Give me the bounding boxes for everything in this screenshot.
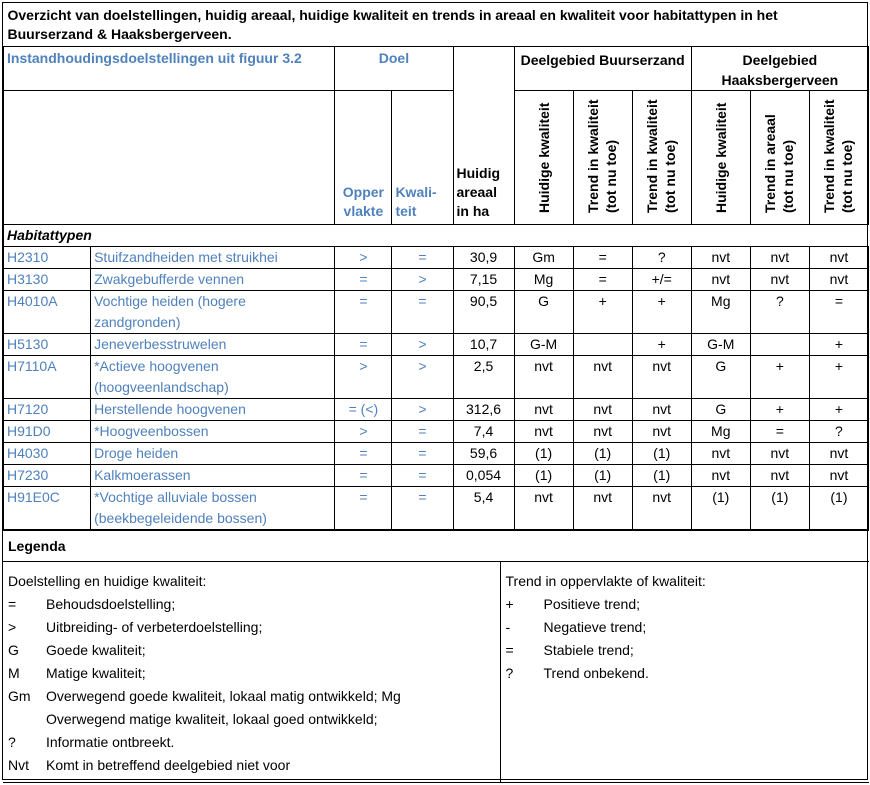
haaksbergerveen-trend-areaal: nvt bbox=[750, 247, 809, 269]
huidig-areaal: 312,6 bbox=[453, 399, 514, 421]
buurserzand-trend-kwaliteit: nvt bbox=[573, 399, 632, 421]
haaksbergerveen-huidige-kwaliteit: nvt bbox=[691, 465, 750, 487]
haaksbergerveen-trend-areaal: nvt bbox=[750, 443, 809, 465]
haaksbergerveen-trend-kwaliteit: + bbox=[809, 334, 868, 356]
header-b-trend-kwaliteit-2 bbox=[633, 91, 692, 218]
habitat-name: Droge heiden bbox=[91, 443, 335, 465]
legend-key: ? bbox=[8, 734, 16, 750]
svg-text:Huidige kwaliteit: Huidige kwaliteit bbox=[712, 102, 729, 213]
header-h-huidige-kwaliteit bbox=[692, 91, 751, 218]
haaksbergerveen-trend-areaal: ? bbox=[750, 291, 809, 334]
haaksbergerveen-trend-areaal: nvt bbox=[750, 269, 809, 291]
legend-value: Overwegend matige kwaliteit, lokaal goed ontwikkeld; bbox=[46, 711, 378, 727]
buurserzand-trend-kwaliteit-2: ? bbox=[632, 247, 691, 269]
buurserzand-huidige-kwaliteit: Mg bbox=[514, 269, 573, 291]
buurserzand-trend-kwaliteit-2: nvt bbox=[632, 356, 691, 399]
table-row bbox=[4, 291, 869, 334]
legend-key bbox=[8, 708, 46, 731]
habitat-code: H4030 bbox=[4, 443, 91, 465]
haaksbergerveen-trend-kwaliteit: ? bbox=[809, 421, 868, 443]
haaksbergerveen-trend-areaal: + bbox=[750, 399, 809, 421]
table-row bbox=[4, 356, 869, 399]
legend-key: + bbox=[505, 596, 514, 612]
legend-key: Nvt bbox=[8, 757, 29, 773]
doel-kwaliteit: = bbox=[392, 487, 453, 530]
header-b-trend-kwaliteit bbox=[574, 91, 633, 218]
svg-text:Trend in areaal: Trend in areaal bbox=[761, 114, 778, 213]
legend-item bbox=[506, 662, 865, 685]
haaksbergerveen-trend-kwaliteit: (1) bbox=[809, 487, 868, 530]
legend-value: Positieve trend; bbox=[543, 596, 640, 612]
svg-text:(tot nu toe): (tot nu toe) bbox=[602, 139, 619, 213]
buurserzand-trend-kwaliteit: nvt bbox=[573, 421, 632, 443]
haaksbergerveen-trend-areaal: nvt bbox=[750, 465, 809, 487]
buurserzand-huidige-kwaliteit: G bbox=[514, 291, 573, 334]
table-row bbox=[4, 399, 869, 421]
buurserzand-trend-kwaliteit-2: (1) bbox=[632, 465, 691, 487]
doel-oppervlakte: = (<) bbox=[335, 399, 392, 421]
table-row bbox=[4, 269, 869, 291]
doel-oppervlakte: > bbox=[335, 247, 392, 269]
buurserzand-huidige-kwaliteit: nvt bbox=[514, 487, 573, 530]
doel-oppervlakte: = bbox=[335, 465, 392, 487]
buurserzand-trend-kwaliteit-2: nvt bbox=[632, 399, 691, 421]
habitat-name: Jeneverbesstruwelen bbox=[91, 334, 335, 356]
habitat-code: H7120 bbox=[4, 399, 91, 421]
legend-value: Goede kwaliteit; bbox=[46, 642, 146, 658]
doel-oppervlakte: = bbox=[335, 443, 392, 465]
haaksbergerveen-trend-areaal: = bbox=[750, 421, 809, 443]
header-huidig-areaal: Huidig areaal in ha bbox=[456, 165, 501, 219]
legend-item bbox=[506, 593, 865, 616]
legend-value: Uitbreiding- of verbeterdoelstelling; bbox=[46, 619, 263, 635]
legend-key: Gm bbox=[8, 688, 31, 704]
habitat-name: Zwakgebufferde vennen bbox=[91, 269, 335, 291]
legend-item bbox=[8, 616, 495, 639]
doel-kwaliteit: = bbox=[392, 421, 453, 443]
doel-kwaliteit: = bbox=[392, 247, 453, 269]
huidig-areaal: 30,9 bbox=[453, 247, 514, 269]
legend-left bbox=[3, 562, 500, 783]
buurserzand-trend-kwaliteit: = bbox=[573, 247, 632, 269]
haaksbergerveen-trend-kwaliteit: = bbox=[809, 291, 868, 334]
table-title: Overzicht van doelstellingen, huidig areaal, huidige kwaliteit en trends in areaal en kwaliteit voor habitattypen in het Buurserzand & Haaksbergerveen. bbox=[4, 3, 869, 47]
legend-item bbox=[506, 639, 865, 662]
haaksbergerveen-huidige-kwaliteit: G bbox=[691, 356, 750, 399]
habitat-code: H4010A bbox=[4, 291, 91, 334]
doel-kwaliteit: = bbox=[392, 465, 453, 487]
habitat-code: H3130 bbox=[4, 269, 91, 291]
legend-value: Informatie ontbreekt. bbox=[46, 734, 175, 750]
haaksbergerveen-trend-kwaliteit: nvt bbox=[809, 465, 868, 487]
habitat-name: Kalkmoerassen bbox=[91, 465, 335, 487]
doel-oppervlakte: > bbox=[335, 421, 392, 443]
legend-key: ? bbox=[505, 665, 514, 681]
header-h-trend-areaal bbox=[751, 91, 810, 218]
buurserzand-trend-kwaliteit-2: nvt bbox=[632, 487, 691, 530]
haaksbergerveen-trend-areaal bbox=[750, 334, 809, 356]
svg-text:(tot nu toe): (tot nu toe) bbox=[779, 139, 796, 213]
doel-oppervlakte: = bbox=[335, 269, 392, 291]
legend-item bbox=[506, 616, 865, 639]
legend-item bbox=[8, 731, 495, 754]
buurserzand-huidige-kwaliteit: Gm bbox=[514, 247, 573, 269]
buurserzand-huidige-kwaliteit: G-M bbox=[514, 334, 573, 356]
haaksbergerveen-trend-kwaliteit: + bbox=[809, 399, 868, 421]
legend-key: M bbox=[8, 665, 20, 681]
habitat-name: *Actieve hoogvenen (hoogveenlandschap) bbox=[91, 356, 335, 399]
legend-item bbox=[8, 639, 495, 662]
habitat-code: H91D0 bbox=[4, 421, 91, 443]
habitat-name: Herstellende hoogvenen bbox=[91, 399, 335, 421]
header-deelgebied-haaksbergerveen: Deelgebied Haaksbergerveen bbox=[691, 47, 868, 91]
doel-kwaliteit: > bbox=[392, 269, 453, 291]
legend-key: = bbox=[8, 596, 17, 612]
legend-right-title: Trend in oppervlakte of kwaliteit: bbox=[505, 573, 706, 589]
header-deelgebied-buurserzand: Deelgebied Buurserzand bbox=[514, 47, 691, 91]
header-instandhouding: Instandhoudingsdoelstellingen uit figuur 3.2 bbox=[4, 47, 335, 91]
svg-text:Trend in kwaliteit: Trend in kwaliteit bbox=[820, 99, 837, 213]
doel-kwaliteit: = bbox=[392, 443, 453, 465]
legend-value: Stabiele trend; bbox=[543, 642, 634, 658]
table-row bbox=[4, 334, 869, 356]
buurserzand-trend-kwaliteit: + bbox=[573, 291, 632, 334]
habitat-name: *Hoogveenbossen bbox=[91, 421, 335, 443]
header-kwaliteit: Kwali- teit bbox=[395, 184, 437, 219]
huidig-areaal: 90,5 bbox=[453, 291, 514, 334]
buurserzand-trend-kwaliteit-2: + bbox=[632, 291, 691, 334]
legend-key: > bbox=[8, 619, 17, 635]
buurserzand-trend-kwaliteit-2: +/= bbox=[632, 269, 691, 291]
svg-text:Huidige kwaliteit: Huidige kwaliteit bbox=[535, 102, 552, 213]
habitat-code: H2310 bbox=[4, 247, 91, 269]
buurserzand-trend-kwaliteit-2: (1) bbox=[632, 443, 691, 465]
table-row bbox=[4, 443, 869, 465]
header-oppervlakte: Opper vlakte bbox=[342, 184, 385, 219]
section-habitattypen: Habitattypen bbox=[4, 225, 869, 247]
huidig-areaal: 5,4 bbox=[453, 487, 514, 530]
legend-key: = bbox=[505, 642, 514, 658]
habitat-code: H91E0C bbox=[4, 487, 91, 530]
buurserzand-trend-kwaliteit: (1) bbox=[573, 443, 632, 465]
legend-value: Negatieve trend; bbox=[543, 619, 647, 635]
buurserzand-trend-kwaliteit-2: + bbox=[632, 334, 691, 356]
header-doel: Doel bbox=[335, 47, 453, 91]
table-row bbox=[4, 465, 869, 487]
legend-key: - bbox=[505, 619, 511, 635]
haaksbergerveen-huidige-kwaliteit: nvt bbox=[691, 269, 750, 291]
legend-value: Matige kwaliteit; bbox=[46, 665, 146, 681]
header-h-trend-kwaliteit bbox=[810, 91, 869, 218]
habitat-name: Vochtige heiden (hogere zandgronden) bbox=[91, 291, 335, 334]
legend-key: G bbox=[8, 642, 19, 658]
haaksbergerveen-huidige-kwaliteit: nvt bbox=[691, 443, 750, 465]
habitat-code: H7230 bbox=[4, 465, 91, 487]
haaksbergerveen-trend-areaal: (1) bbox=[750, 487, 809, 530]
legend-item bbox=[8, 754, 495, 777]
legend-value: Komt in betreffend deelgebied niet voor bbox=[46, 757, 291, 773]
huidig-areaal: 59,6 bbox=[453, 443, 514, 465]
buurserzand-trend-kwaliteit: = bbox=[573, 269, 632, 291]
legend-right bbox=[500, 562, 869, 783]
haaksbergerveen-huidige-kwaliteit: (1) bbox=[691, 487, 750, 530]
legend-value: Trend onbekend. bbox=[543, 665, 649, 681]
legend bbox=[3, 530, 869, 783]
huidig-areaal: 2,5 bbox=[453, 356, 514, 399]
buurserzand-trend-kwaliteit: nvt bbox=[573, 356, 632, 399]
legend-item bbox=[8, 708, 495, 731]
legend-item bbox=[8, 685, 495, 708]
table-row bbox=[4, 487, 869, 530]
huidig-areaal: 0,054 bbox=[453, 465, 514, 487]
table-row bbox=[4, 421, 869, 443]
buurserzand-huidige-kwaliteit: nvt bbox=[514, 421, 573, 443]
buurserzand-huidige-kwaliteit: nvt bbox=[514, 399, 573, 421]
habitat-code: H5130 bbox=[4, 334, 91, 356]
haaksbergerveen-trend-kwaliteit: + bbox=[809, 356, 868, 399]
legend-left-title: Doelstelling en huidige kwaliteit: bbox=[8, 573, 207, 589]
doel-oppervlakte: > bbox=[335, 356, 392, 399]
buurserzand-huidige-kwaliteit: (1) bbox=[514, 443, 573, 465]
habitat-name: *Vochtige alluviale bossen (beekbegeleidende bossen) bbox=[91, 487, 335, 530]
doel-kwaliteit: > bbox=[392, 356, 453, 399]
haaksbergerveen-huidige-kwaliteit: Mg bbox=[691, 291, 750, 334]
haaksbergerveen-huidige-kwaliteit: Mg bbox=[691, 421, 750, 443]
doel-kwaliteit: > bbox=[392, 399, 453, 421]
legend-value: Behoudsdoelstelling; bbox=[46, 596, 176, 612]
doel-kwaliteit: = bbox=[392, 291, 453, 334]
doel-kwaliteit: > bbox=[392, 334, 453, 356]
svg-text:(tot nu toe): (tot nu toe) bbox=[661, 139, 678, 213]
doel-oppervlakte: = bbox=[335, 291, 392, 334]
legend-item bbox=[8, 662, 495, 685]
huidig-areaal: 7,15 bbox=[453, 269, 514, 291]
svg-text:Trend in kwaliteit: Trend in kwaliteit bbox=[584, 99, 601, 213]
huidig-areaal: 10,7 bbox=[453, 334, 514, 356]
habitat-code: H7110A bbox=[4, 356, 91, 399]
haaksbergerveen-huidige-kwaliteit: G bbox=[691, 399, 750, 421]
document bbox=[2, 2, 868, 780]
legend-title: Legenda bbox=[3, 531, 869, 562]
haaksbergerveen-huidige-kwaliteit: nvt bbox=[691, 247, 750, 269]
buurserzand-huidige-kwaliteit: nvt bbox=[514, 356, 573, 399]
doel-oppervlakte: = bbox=[335, 487, 392, 530]
haaksbergerveen-huidige-kwaliteit: G-M bbox=[691, 334, 750, 356]
habitat-table bbox=[3, 3, 869, 530]
buurserzand-trend-kwaliteit-2: nvt bbox=[632, 421, 691, 443]
header-b-huidige-kwaliteit bbox=[515, 91, 574, 218]
buurserzand-huidige-kwaliteit: (1) bbox=[514, 465, 573, 487]
svg-text:Trend in kwaliteit: Trend in kwaliteit bbox=[643, 99, 660, 213]
legend-value: Overwegend goede kwaliteit, lokaal matig ontwikkeld; Mg bbox=[46, 688, 401, 704]
buurserzand-trend-kwaliteit bbox=[573, 334, 632, 356]
table-row bbox=[4, 247, 869, 269]
doel-oppervlakte: = bbox=[335, 334, 392, 356]
huidig-areaal: 7,4 bbox=[453, 421, 514, 443]
haaksbergerveen-trend-kwaliteit: nvt bbox=[809, 443, 868, 465]
haaksbergerveen-trend-areaal: + bbox=[750, 356, 809, 399]
haaksbergerveen-trend-kwaliteit: nvt bbox=[809, 269, 868, 291]
buurserzand-trend-kwaliteit: (1) bbox=[573, 465, 632, 487]
haaksbergerveen-trend-kwaliteit: nvt bbox=[809, 247, 868, 269]
buurserzand-trend-kwaliteit: nvt bbox=[573, 487, 632, 530]
legend-item bbox=[8, 593, 495, 616]
svg-text:(tot nu toe): (tot nu toe) bbox=[838, 139, 855, 213]
habitat-name: Stuifzandheiden met struikhei bbox=[91, 247, 335, 269]
